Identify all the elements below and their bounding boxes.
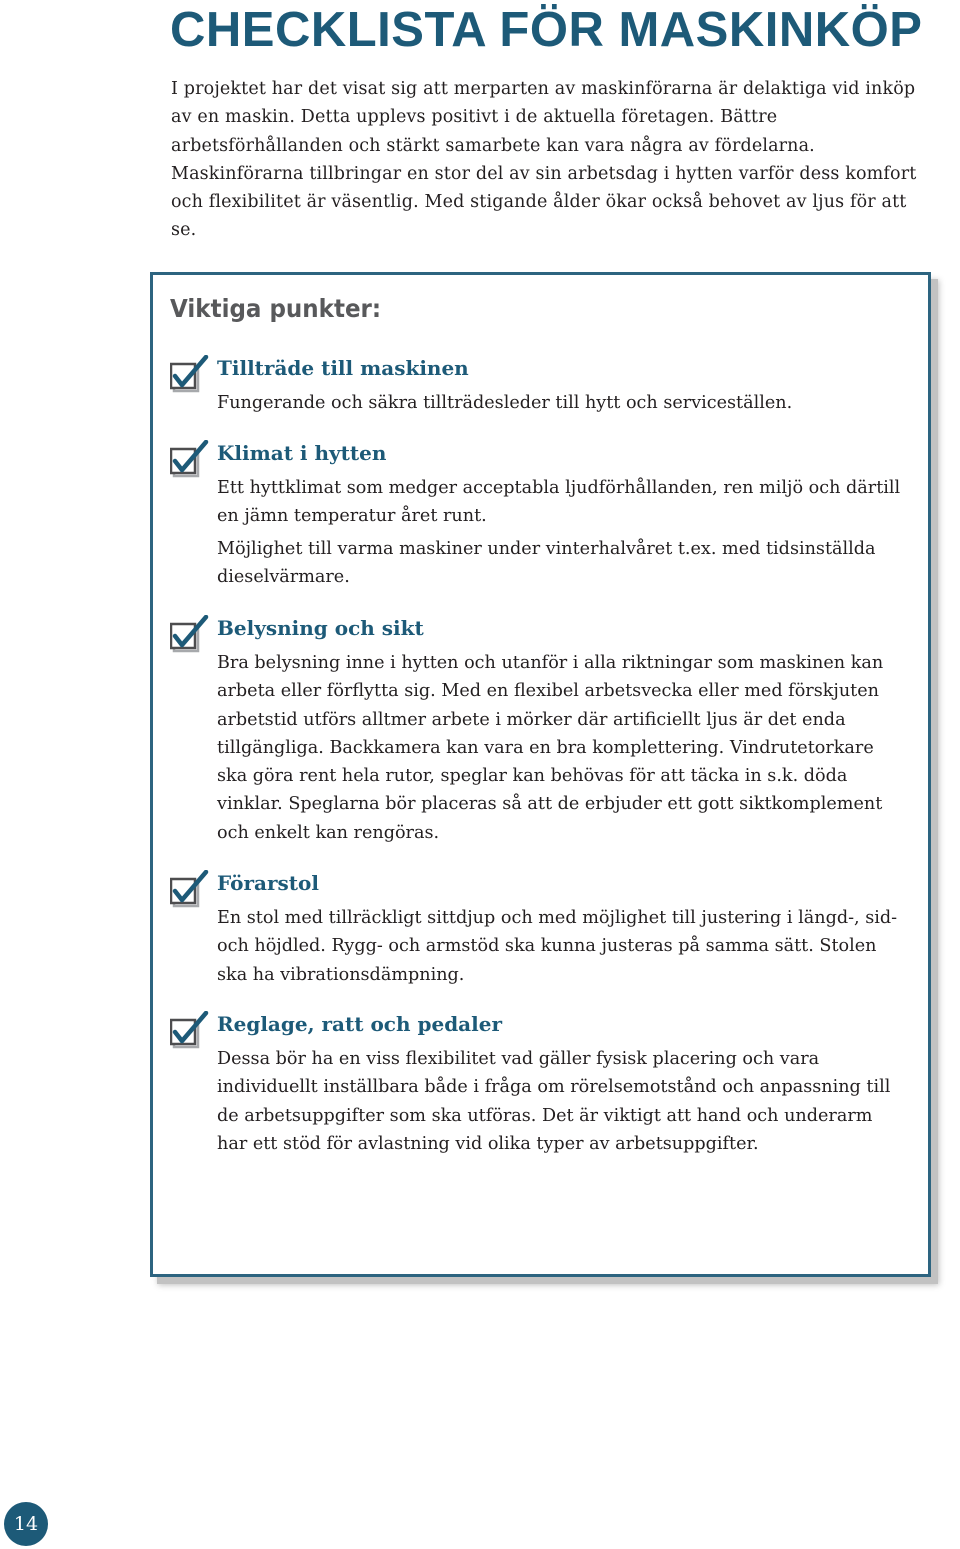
checkbox-checked-icon	[170, 1011, 212, 1051]
item-text: Ett hyttklimat som medger acceptabla ljudförhållanden, ren miljö och därtill en jämn temperatur året runt.	[217, 478, 901, 527]
checkbox-checked-icon	[170, 355, 212, 395]
page-number-badge: 14	[4, 1502, 48, 1546]
item-title: Förarstol	[217, 871, 319, 895]
item-text: Bra belysning inne i hytten och utanför i alla riktningar som maskinen kan arbeta eller förflytta sig. Med en flexibel arbetsvecka eller med förskjuten arbetstid utförs alltmer arbete i mörker där artificiellt ljus är det enda tillgängliga. Backkamera kan vara en bra komplettering. Vindrutetorkare ska göra rent hela rutor, speglar kan behövas för att täcka in s.k. döda vinklar. Speglarna bör placeras så att de erbjuder ett gott siktkomplement och enkelt kan rengöras.	[217, 653, 884, 843]
checklist-box	[150, 272, 931, 1277]
checkbox-checked-icon	[170, 870, 212, 910]
item-title: Tillträde till maskinen	[217, 356, 469, 380]
intro-paragraph: I projektet har det visat sig att merparten av maskinförarna är delaktiga vid inköp av en maskin. Detta upplevs positivt i de aktuella företagen. Bättre arbetsförhållanden och stärkt samarbete kan vara några av fördelarna. Maskinförarna tillbringar en stor del av sin arbetsdag i hytten varför dess komfort och flexibilitet är väsentlig. Med stigande ålder ökar också behovet av ljus för att se.	[171, 79, 917, 241]
item-title: Reglage, ratt och pedaler	[217, 1012, 502, 1036]
item-text: Dessa bör ha en viss flexibilitet vad gäller fysisk placering och vara individuellt inställbara både i fråga om rörelsemotstånd och anpassning till de arbetsuppgifter som ska utföras. Det är viktigt att hand och underarm har ett stöd för avlastning vid olika typer av arbetsuppgifter.	[217, 1049, 891, 1154]
item-text: En stol med tillräckligt sittdjup och med möjlighet till justering i längd-, sid- och höjdled. Rygg- och armstöd ska kunna justeras på samma sätt. Stolen ska ha vibrationsdämpning.	[217, 908, 898, 985]
item-text-secondary: Möjlighet till varma maskiner under vinterhalvåret t.ex. med tidsinställda dieselvärmare.	[217, 539, 876, 588]
item-title: Belysning och sikt	[217, 616, 424, 640]
page-title: CHECKLISTA FÖR MASKINKÖP	[170, 3, 923, 57]
item-text: Fungerande och säkra tillträdesleder till hytt och serviceställen.	[217, 393, 793, 413]
checkbox-checked-icon	[170, 615, 212, 655]
checkbox-checked-icon	[170, 440, 212, 480]
item-title: Klimat i hytten	[217, 441, 387, 465]
checklist-heading: Viktiga punkter:	[170, 294, 382, 323]
